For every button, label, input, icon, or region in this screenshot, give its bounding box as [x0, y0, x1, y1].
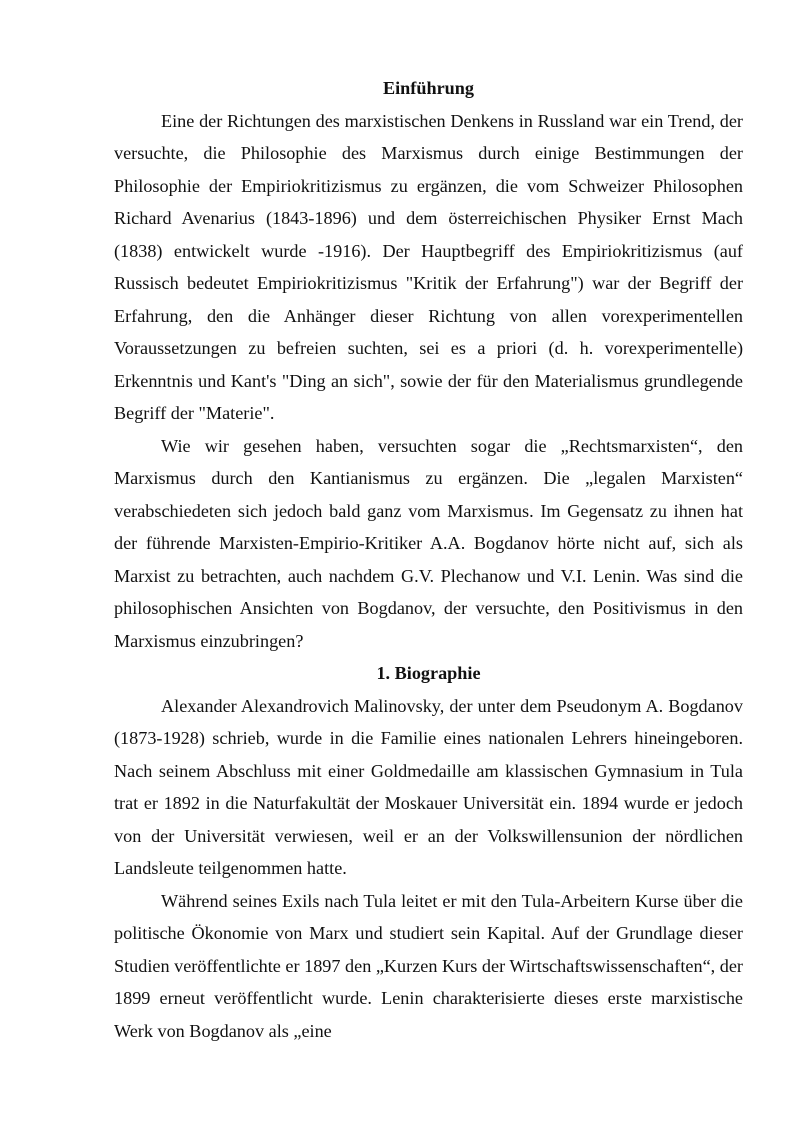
section-heading-introduction: Einführung — [383, 78, 474, 98]
section-heading-biography: 1. Biographie — [376, 663, 481, 683]
paragraph-biography-exile: Während seines Exils nach Tula leitet er mit den Tula-Arbeitern Kurse über die politische Ökonomie von Marx und studiert sein Kapital. Auf der Grundlage dieser Studien veröffentlichte er 1897 den „Kurzen Kurs der Wirtschaftswissenschaften“, der 1899 erneut veröffentlicht wurde. Lenin charakterisierte dieses erste marxistische Werk von Bogdanov als „eine — [114, 890, 743, 1041]
paragraph-biography-early-life: Alexander Alexandrovich Malinovsky, der unter dem Pseudonym A. Bogdanov (1873-1928) schrieb, wurde in die Familie eines nationalen Lehrers hineingeboren. Nach seinem Abschluss mit einer Goldmedaille am klassischen Gymnasium in Tula trat er 1892 in die Naturfakultät der Moskauer Universität ein. 1894 wurde er jedoch von der Universität verwiesen, weil er an der Volkswillensunion der nördlichen Landsleute teilgenommen hatte. — [114, 695, 743, 878]
document-body — [114, 72, 743, 1047]
paragraph-legal-marxists: Wie wir gesehen haben, versuchten sogar die „Rechtsmarxisten“, den Marxismus durch den Kantianismus zu ergänzen. Die „legalen Marxisten“ verabschiedeten sich jedoch bald ganz vom Marxismus. Im Gegensatz zu ihnen hat der führende Marxisten-Empirio-Kritiker A.A. Bogdanov hörte nicht auf, sich als Marxist zu betrachten, auch nachdem G.V. Plechanow und V.I. Lenin. Was sind die philosophischen Ansichten von Bogdanov, der versuchte, den Positivismus in den Marxismus einzubringen? — [114, 435, 743, 651]
paragraph-empiriocriticism-intro: Eine der Richtungen des marxistischen Denkens in Russland war ein Trend, der versuchte, die Philosophie des Marxismus durch einige Bestimmungen der Philosophie der Empiriokritizismus zu ergänzen, die vom Schweizer Philosophen Richard Avenarius (1843-1896) und dem österreichischen Physiker Ernst Mach (1838) entwickelt wurde -1916). Der Hauptbegriff des Empiriokritizismus (auf Russisch bedeutet Empiriokritizismus "Kritik der Erfahrung") war der Begriff der Erfahrung, den die Anhänger dieser Richtung von allen vorexperimentellen Voraussetzungen zu befreien suchten, sei es a priori (d. h. vorexperimentelle) Erkenntnis und Kant's "Ding an sich", sowie der für den Materialismus grundlegende Begriff der "Materie". — [114, 110, 743, 423]
